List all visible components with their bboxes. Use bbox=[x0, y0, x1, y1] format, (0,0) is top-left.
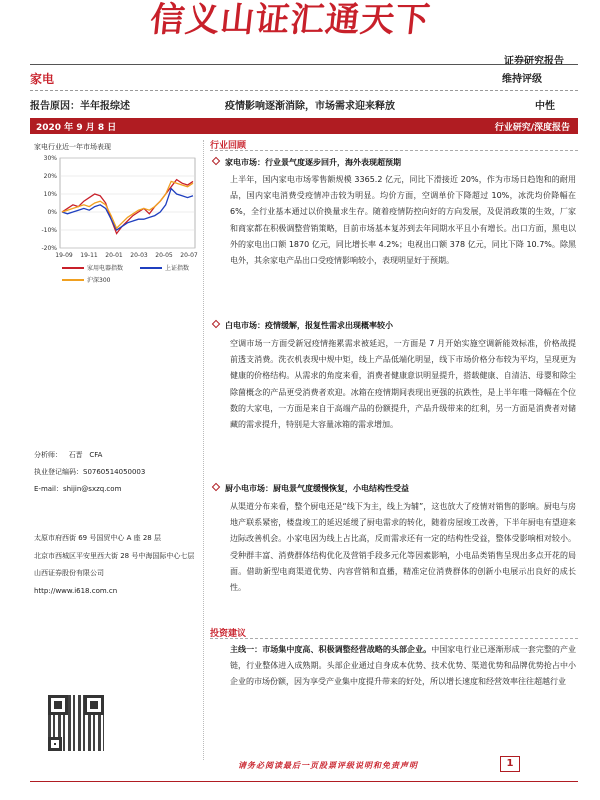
bullet-kitchen-small bbox=[213, 483, 409, 494]
rating-label: 维持评级 bbox=[502, 74, 542, 85]
bullet-title: 厨小电市场：厨电景气度缓慢恢复，小电结构性受益 bbox=[225, 484, 409, 493]
x-tick-label: 20-01 bbox=[105, 252, 123, 259]
bullet-icon bbox=[212, 320, 220, 328]
investment-text: 中国家电行业已逐渐形成一套完整的产业链，行业整体进入成熟期。头部企业通过自身成本优势、技术优势、渠道优势和品牌优势抢占中小企业的市场份额，因为享受产业集中度提升带来的好处，所以增长速度和经营效率往往超越行业 bbox=[230, 645, 577, 687]
rating-value: 中性 bbox=[535, 101, 555, 112]
paragraph-appliance-market: 上半年，国内家电市场零售额规模 3365.2 亿元，同比下滑接近 20%，作为市场日趋饱和的耐用品，国内家电消费受疫情冲击较为明显。均价方面，空调单价下降超过 10%，冰洗均价降幅在 6%，全行业基本通过以价换量求生存。随着疫情防控向好的方向发展，及促消政策的生效，厂家和商家都在积极调整营销策略，目前市场基本复苏到去年同期水平且小有增长。出口方面，黑电以外的家电出口额 1870 亿元，同比增长率 4.2%；电视出口额 378 亿元，同比下降 10.7%。除黑电外，其余家电产品出口受疫情影响较小，表现明显好于预期。 bbox=[230, 175, 576, 266]
series-line bbox=[62, 189, 193, 230]
y-tick-label: 20% bbox=[43, 173, 57, 180]
paragraph-white-goods: 空调市场一方面受新冠疫情拖累需求被延迟，一方面是 7 月开始实施空调新能效标准，价格战提前透支消费。洗衣机表现中规中矩，线上产品低端化明显，线下市场价格分布较为平均，呈现更为健康的价格结构。从需求的角度来看，消费者健康意识明显提升，搭载健康、自清洁、母婴和除尘除菌概念的产品更受消费者欢迎。冰箱在疫情期间表现出更强的抗跌性，是上半年唯一降幅在个位数的大家电，一方面是来自于高端产品的份额提升，产品升级带来的红利，另一方面是消费者对储藏的需求提升，特别是大容量冰箱的需求增加。 bbox=[230, 339, 576, 430]
report-category: 证券研究报告 bbox=[504, 56, 564, 67]
analyst-email[interactable]: E-mail：shijin@sxzq.com bbox=[34, 485, 122, 493]
company-website[interactable]: http://www.i618.com.cn bbox=[34, 586, 118, 595]
column-divider bbox=[203, 140, 204, 760]
analyst-info bbox=[34, 447, 145, 498]
market-performance-chart bbox=[30, 150, 200, 300]
analyst-cert: CFA bbox=[89, 451, 103, 459]
qr-code bbox=[48, 695, 104, 751]
divider bbox=[30, 64, 578, 65]
divider bbox=[30, 90, 578, 91]
bullet-title: 白电市场：疫情缓解，报复性需求出现概率较小 bbox=[225, 321, 393, 330]
investment-mainline: 主线一：市场集中度高、积极调整经营战略的头部企业。 bbox=[230, 645, 432, 654]
industry-title: 家电 bbox=[30, 72, 55, 86]
series-line bbox=[62, 180, 193, 234]
company-name: 山西证券股份有限公司 bbox=[34, 569, 104, 577]
legend-label: 上证指数 bbox=[165, 265, 190, 272]
y-tick-label: 0% bbox=[47, 209, 57, 216]
bullet-appliance-market bbox=[213, 157, 401, 168]
paragraph-kitchen-small: 从渠道分布来看，整个厨电还是“线下为主，线上为辅”，这也放大了疫情对销售的影响。厨电与房地产联系紧密，楼盘竣工的延迟延缓了厨电需求的转化，随着房屋竣工改善，下半年厨电有望迎来边际改善机会。小家电因为线上占比高，反而需求还有一定的结构性受益，整体受影响相对较小。受种群丰富、消费群体结构优化及营销手段多元化等因素影响，小电品类销售呈现出多点开花的局面。借助新型电商渠道优势、内容营销和直播，精准定位消费群体的创新小电展示出良好的成长性。 bbox=[230, 502, 576, 593]
bullet-title: 家电市场：行业景气度逐步回升，海外表现超预期 bbox=[225, 158, 401, 167]
paragraph-investment bbox=[230, 642, 576, 691]
analyst-name: 石晋 bbox=[68, 451, 83, 459]
contact-info bbox=[34, 530, 204, 600]
section-heading-review: 行业回顾 bbox=[210, 141, 247, 151]
x-tick-label: 19-11 bbox=[80, 252, 98, 259]
y-tick-label: 30% bbox=[43, 155, 57, 162]
plot-frame bbox=[60, 158, 195, 248]
bullet-icon bbox=[212, 157, 220, 165]
disclaimer-notice: 请务必阅读最后一页股票评级说明和免责声明 bbox=[238, 761, 418, 770]
section-heading-investment: 投资建议 bbox=[210, 629, 247, 639]
chart-title: 家电行业近一年市场表现 bbox=[34, 143, 111, 151]
date-bar bbox=[30, 118, 578, 134]
x-tick-label: 19-09 bbox=[55, 252, 73, 259]
x-tick-label: 20-05 bbox=[155, 252, 173, 259]
bullet-icon bbox=[212, 483, 220, 491]
report-headline: 疫情影响逐渐消除，市场需求迎来释放 bbox=[225, 101, 395, 112]
y-tick-label: -10% bbox=[41, 227, 57, 234]
divider bbox=[210, 638, 578, 639]
x-tick-label: 20-03 bbox=[130, 252, 148, 259]
address-1: 太原市府西街 69 号国贸中心 A 座 28 层 bbox=[34, 534, 161, 542]
company-logo: 信义山证汇通天下 bbox=[148, 0, 433, 40]
y-tick-label: 10% bbox=[43, 191, 57, 198]
analyst-license: 执业登记编码：S0760514050003 bbox=[34, 468, 146, 476]
report-date: 2020 年 9 月 8 日 bbox=[36, 123, 117, 133]
report-reason: 报告原因：半年报综述 bbox=[30, 101, 130, 112]
page-number: 1 bbox=[500, 756, 520, 772]
report-type: 行业研究/深度报告 bbox=[494, 123, 570, 133]
legend-label: 家用电器指数 bbox=[87, 265, 124, 272]
divider bbox=[210, 150, 578, 151]
footer-divider bbox=[30, 781, 578, 782]
y-tick-label: -20% bbox=[41, 245, 57, 252]
address-2: 北京市西城区平安里西大街 28 号中海国际中心七层 bbox=[34, 551, 195, 560]
analyst-label: 分析师： bbox=[34, 451, 62, 459]
bullet-white-goods bbox=[213, 320, 393, 331]
legend-label: 沪深300 bbox=[87, 277, 111, 284]
x-tick-label: 20-07 bbox=[180, 252, 198, 259]
